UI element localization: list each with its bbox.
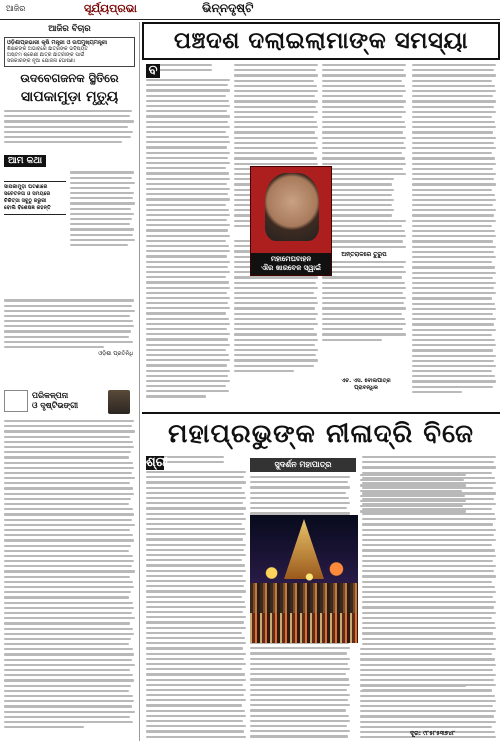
pull-quote — [4, 181, 66, 215]
left-right-text — [70, 171, 136, 249]
upper-author-role: ପ୍ରାବନ୍ଧିକ — [354, 385, 378, 391]
photo-caption-line-2: ଐର ଖାରବେଳ ସ୍ୱାଇଁ — [261, 264, 321, 272]
editorial-line: ଓଡ଼ିଶାପ୍ରଭାରୀ କୃଷି ମନ୍ତ୍ରୀ ଓ ଉପମୁଖ୍ୟମନ୍ତ୍ରୀ — [7, 40, 108, 46]
editorial-box — [4, 37, 135, 67]
masthead — [0, 0, 500, 20]
left-byline: ଓଡ଼ିଶା ପ୍ରତିନିଧି — [98, 351, 133, 358]
photo-caption — [251, 253, 331, 275]
politician-photo — [250, 166, 332, 276]
footer-contact: ଦୂର: ୯୮୫୮୫୩୭୪୮ — [410, 730, 456, 737]
date-label: ଆଜିର — [6, 4, 26, 13]
pull-quote-line: ସାପକାମୁଡ଼ା ଘଟଣାରେ — [4, 184, 48, 191]
newspaper-name: ସୂର୍ଯ୍ୟପ୍ରଭା — [84, 2, 137, 15]
lower-author-bar: ସୁଦର୍ଶନ ମହାପାତ୍ର — [250, 458, 356, 472]
upper-col-4 — [412, 64, 496, 396]
upper-author-block — [336, 378, 396, 392]
lower-headline-text: ମହାପ୍ରଭୁଙ୍କ ନୀଳାଦ୍ରି ବିଜେ — [168, 418, 474, 449]
left-mid-block — [0, 169, 139, 299]
left-headline-2: ସାପକାମୁଡ଼ା ମୃତ୍ୟୁ — [20, 89, 119, 105]
section-title: ଭିନ୍ନଦୃଷ୍ଟି — [202, 1, 254, 15]
upper-subhead-2: ଅନ୍ତରାଳରେ ତୁରୁପ — [341, 250, 387, 258]
upper-col-3 — [322, 64, 406, 344]
parikalpana-title — [32, 391, 78, 411]
upper-author-name: ଏଚ. ଏସ. ବୋଲପାତ୍ର — [341, 378, 391, 384]
pull-quote-line: ସଚେତନତା ଓ ସମୟରେ — [4, 191, 51, 198]
pull-quote-line: ବୋଲି ବିଶେଷଜ୍ଞ କହନ୍ତି — [4, 205, 51, 212]
lower-dropcap: ଶ୍ରୀ — [146, 455, 169, 470]
parikalpana-label-1: ପରିକଳ୍ପନା — [32, 391, 69, 400]
columnist-photo — [108, 390, 130, 414]
editorial-line: ଅଷ୍ଟମ ଶ୍ରେଣୀ ଛାତ୍ର ଛାତ୍ରୀଙ୍କ ପାଇଁ — [7, 52, 85, 58]
left-lower-text — [0, 299, 139, 348]
pull-quote-line: ଚିକିତ୍ସା ସବୁଠୁ ଜରୁରୀ — [4, 198, 47, 205]
upper-col-1 — [146, 64, 230, 401]
parikalpana-label-2: ଓ ଦୃଷ୍ଟିଭଙ୍ଗୀ — [32, 401, 79, 410]
left-headline-1: ଉଦବେଗଜନକ ସ୍ଥିତିରେ — [20, 71, 119, 85]
portrait-face — [265, 173, 319, 241]
parikalpana-block — [2, 390, 138, 414]
rath-yatra-photo — [250, 515, 358, 643]
editorial-line: ସରକାରଙ୍କ ନୂଆ ଯୋଜନା ଘୋଷଣା — [7, 58, 75, 64]
crowd-front — [250, 613, 358, 643]
editorial-heading: ଆଜିର ବିଚାର — [48, 24, 91, 34]
lower-article-headline — [142, 412, 500, 454]
column-logo-icon — [4, 390, 28, 412]
photo-caption-line-1: ମହାମେଘବାହନ — [270, 255, 312, 263]
aam-katha-label: ଆମ କଥା — [4, 155, 46, 167]
upper-article-headline — [142, 22, 500, 60]
lower-col-1 — [146, 456, 246, 741]
lower-col-right — [362, 456, 496, 726]
upper-dropcap: ବ — [146, 64, 160, 78]
editorial-line: ଶିକ୍ଷକଙ୍କ ଅଭାବରେ ଛାତ୍ରଙ୍କ ଭବିଷ୍ୟତ — [7, 46, 89, 52]
left-bottom-text — [4, 420, 136, 735]
left-body-text-block — [0, 108, 139, 148]
upper-headline-text: ପଞ୍ଚଦଶ ଦଲାଇଲାମାଙ୍କ ସମସ୍ୟା — [173, 28, 469, 54]
